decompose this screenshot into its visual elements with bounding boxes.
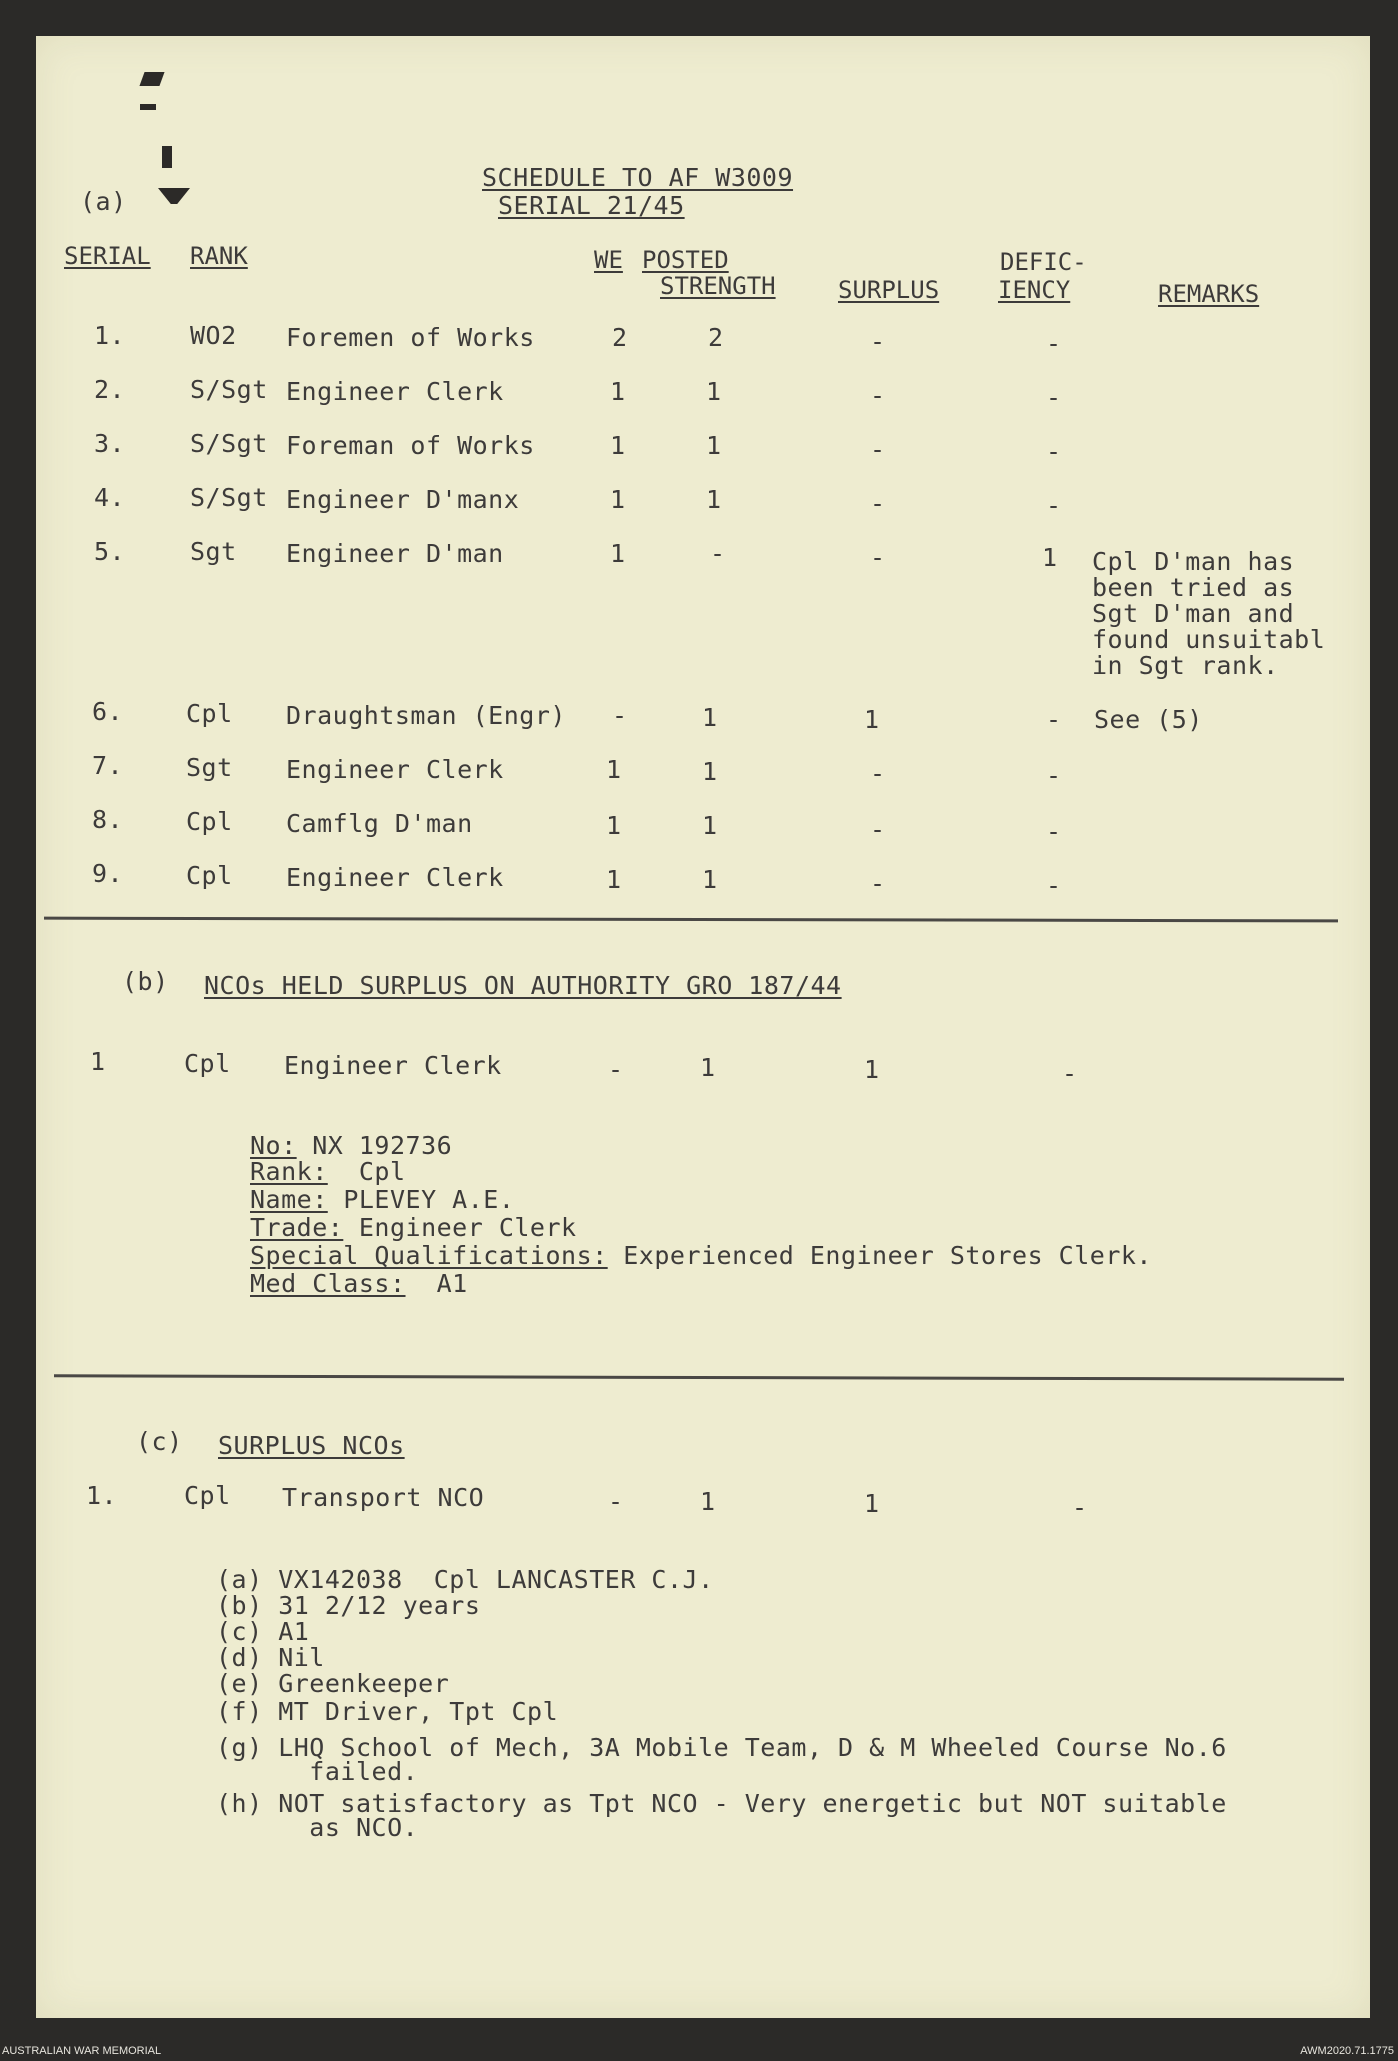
detail-value: A1 xyxy=(405,1269,468,1298)
row-trade: Foreman of Works xyxy=(286,431,535,460)
row-deficiency: - xyxy=(1046,761,1062,790)
detail-special xyxy=(250,1242,1152,1270)
detail-label: Special Qualifications: xyxy=(250,1241,608,1270)
footer-source: AUSTRALIAN WAR MEMORIAL xyxy=(2,2045,162,2057)
row-deficiency: - xyxy=(1046,329,1062,358)
row-posted: 1 xyxy=(702,811,718,840)
section-c-label: (c) xyxy=(136,1427,183,1456)
schedule-title: SCHEDULE TO AF W3009 xyxy=(482,163,794,192)
detail-trade xyxy=(250,1214,577,1242)
row-serial: 3. xyxy=(94,429,126,458)
row-trade: Draughtsman (Engr) xyxy=(286,701,566,730)
row-rank: S/Sgt xyxy=(190,375,268,404)
row-rank: S/Sgt xyxy=(190,483,268,512)
col-header-serial: SERIAL xyxy=(64,242,151,270)
row-remark-line: See (5) xyxy=(1094,705,1203,734)
row-trade: Engineer Clerk xyxy=(286,377,504,406)
row-posted: 1 xyxy=(700,1053,716,1082)
row-remark-line: in Sgt rank. xyxy=(1092,651,1279,680)
col-header-posted: POSTED xyxy=(642,246,729,274)
staple-mark-middle xyxy=(140,104,156,110)
col-header-defic: DEFIC- xyxy=(1000,248,1087,276)
row-serial: 5. xyxy=(94,537,126,566)
row-surplus: 1 xyxy=(864,1055,880,1084)
row-deficiency: - xyxy=(1046,705,1062,734)
row-trade: Transport NCO xyxy=(282,1483,485,1512)
row-serial: 8. xyxy=(92,805,124,834)
row-serial: 1. xyxy=(94,321,126,350)
col-header-iency: IENCY xyxy=(998,276,1071,304)
list-item: (b) 31 2/12 years xyxy=(216,1591,481,1620)
row-posted: - xyxy=(710,539,726,568)
row-deficiency: - xyxy=(1046,871,1062,900)
list-item: (h) NOT satisfactory as Tpt NCO - Very energetic but NOT suitable xyxy=(216,1789,1227,1818)
row-remark-line: Sgt D'man and xyxy=(1092,599,1295,628)
row-deficiency: - xyxy=(1046,817,1062,846)
detail-value: NX 192736 xyxy=(296,1131,453,1160)
list-item: (a) VX142038 Cpl LANCASTER C.J. xyxy=(216,1565,714,1594)
row-serial: 7. xyxy=(92,751,124,780)
row-surplus: - xyxy=(870,815,886,844)
section-a-label: (a) xyxy=(80,187,127,216)
list-item: failed. xyxy=(216,1757,419,1786)
row-deficiency: - xyxy=(1046,491,1062,520)
list-item: (g) LHQ School of Mech, 3A Mobile Team, D & M Wheeled Course No.6 xyxy=(216,1733,1227,1762)
row-we: 1 xyxy=(606,865,622,894)
row-rank: Cpl xyxy=(186,861,233,890)
staple-mark-lower xyxy=(162,146,172,168)
detail-rank xyxy=(250,1158,406,1186)
list-item: (f) MT Driver, Tpt Cpl xyxy=(216,1697,559,1726)
row-posted: 1 xyxy=(702,703,718,732)
detail-value: PLEVEY A.E. xyxy=(327,1185,515,1214)
row-serial: 9. xyxy=(92,859,124,888)
row-we: - xyxy=(612,701,628,730)
row-serial: 4. xyxy=(94,483,126,512)
row-we: 1 xyxy=(610,377,626,406)
section-b-title: NCOs HELD SURPLUS ON AUTHORITY GRO 187/44 xyxy=(204,971,842,1000)
col-header-we: WE xyxy=(594,246,623,274)
col-header-surplus: SURPLUS xyxy=(838,276,940,304)
row-rank: Sgt xyxy=(186,753,233,782)
row-rank: Sgt xyxy=(190,537,237,566)
row-we: 1 xyxy=(606,811,622,840)
detail-label: Name: xyxy=(250,1185,328,1214)
row-surplus: - xyxy=(870,489,886,518)
col-header-remarks: REMARKS xyxy=(1158,280,1260,308)
row-posted: 1 xyxy=(706,431,722,460)
row-we: 2 xyxy=(612,323,628,352)
row-surplus: 1 xyxy=(864,1489,880,1518)
detail-name xyxy=(250,1186,514,1214)
detail-label: Trade: xyxy=(250,1213,344,1242)
row-posted: 1 xyxy=(700,1487,716,1516)
row-remark-line: been tried as xyxy=(1092,573,1295,602)
schedule-serial: SERIAL 21/45 xyxy=(498,191,685,220)
row-remark-line: found unsuitabl xyxy=(1092,625,1326,654)
row-posted: 1 xyxy=(706,377,722,406)
row-we: 1 xyxy=(610,539,626,568)
row-surplus: - xyxy=(870,381,886,410)
detail-label: Rank: xyxy=(250,1157,328,1186)
row-deficiency: - xyxy=(1072,1493,1088,1522)
col-header-rank: RANK xyxy=(190,242,248,270)
row-rank: WO2 xyxy=(190,321,237,350)
row-surplus: - xyxy=(870,435,886,464)
list-item: (c) A1 xyxy=(216,1617,310,1646)
row-posted: 1 xyxy=(702,757,718,786)
section-b-label: (b) xyxy=(122,967,169,996)
row-rank: Cpl xyxy=(184,1049,231,1078)
row-trade: Engineer D'manx xyxy=(286,485,520,514)
detail-value: Engineer Clerk xyxy=(343,1213,577,1242)
row-we: - xyxy=(608,1487,624,1516)
row-posted: 2 xyxy=(708,323,724,352)
list-item: (e) Greenkeeper xyxy=(216,1669,450,1698)
row-surplus: - xyxy=(870,327,886,356)
detail-no xyxy=(250,1132,452,1160)
row-serial: 2. xyxy=(94,375,126,404)
detail-value: Cpl xyxy=(327,1157,406,1186)
row-rank: Cpl xyxy=(184,1481,231,1510)
row-deficiency: - xyxy=(1062,1059,1078,1088)
section-c-title: SURPLUS NCOs xyxy=(218,1431,405,1460)
row-posted: 1 xyxy=(706,485,722,514)
detail-label: Med Class: xyxy=(250,1269,406,1298)
row-we: 1 xyxy=(610,431,626,460)
row-we: 1 xyxy=(606,755,622,784)
detail-value: Experienced Engineer Stores Clerk. xyxy=(607,1241,1152,1270)
row-deficiency: - xyxy=(1046,437,1062,466)
row-serial: 1 xyxy=(90,1047,106,1076)
footer-accession: AWM2020.71.1775 xyxy=(1300,2045,1394,2057)
list-item: as NCO. xyxy=(216,1813,419,1842)
row-we: 1 xyxy=(610,485,626,514)
row-rank: Cpl xyxy=(186,807,233,836)
row-rank: S/Sgt xyxy=(190,429,268,458)
row-trade: Engineer Clerk xyxy=(286,863,504,892)
list-item: (d) Nil xyxy=(216,1643,325,1672)
row-surplus: - xyxy=(870,869,886,898)
row-trade: Camflg D'man xyxy=(286,809,473,838)
row-we: - xyxy=(608,1055,624,1084)
row-surplus: - xyxy=(870,759,886,788)
row-remark-line: Cpl D'man has xyxy=(1092,547,1295,576)
row-trade: Engineer D'man xyxy=(286,539,504,568)
row-serial: 6. xyxy=(92,697,124,726)
row-trade: Engineer Clerk xyxy=(286,755,504,784)
row-trade: Foremen of Works xyxy=(286,323,535,352)
row-rank: Cpl xyxy=(186,699,233,728)
detail-med xyxy=(250,1270,468,1298)
row-surplus: - xyxy=(870,543,886,572)
row-deficiency: - xyxy=(1046,383,1062,412)
col-header-strength: STRENGTH xyxy=(660,272,776,300)
row-posted: 1 xyxy=(702,865,718,894)
row-surplus: 1 xyxy=(864,705,880,734)
detail-label: No: xyxy=(250,1131,297,1160)
row-deficiency: 1 xyxy=(1042,543,1058,572)
row-trade: Engineer Clerk xyxy=(284,1051,502,1080)
row-serial: 1. xyxy=(86,1481,118,1510)
